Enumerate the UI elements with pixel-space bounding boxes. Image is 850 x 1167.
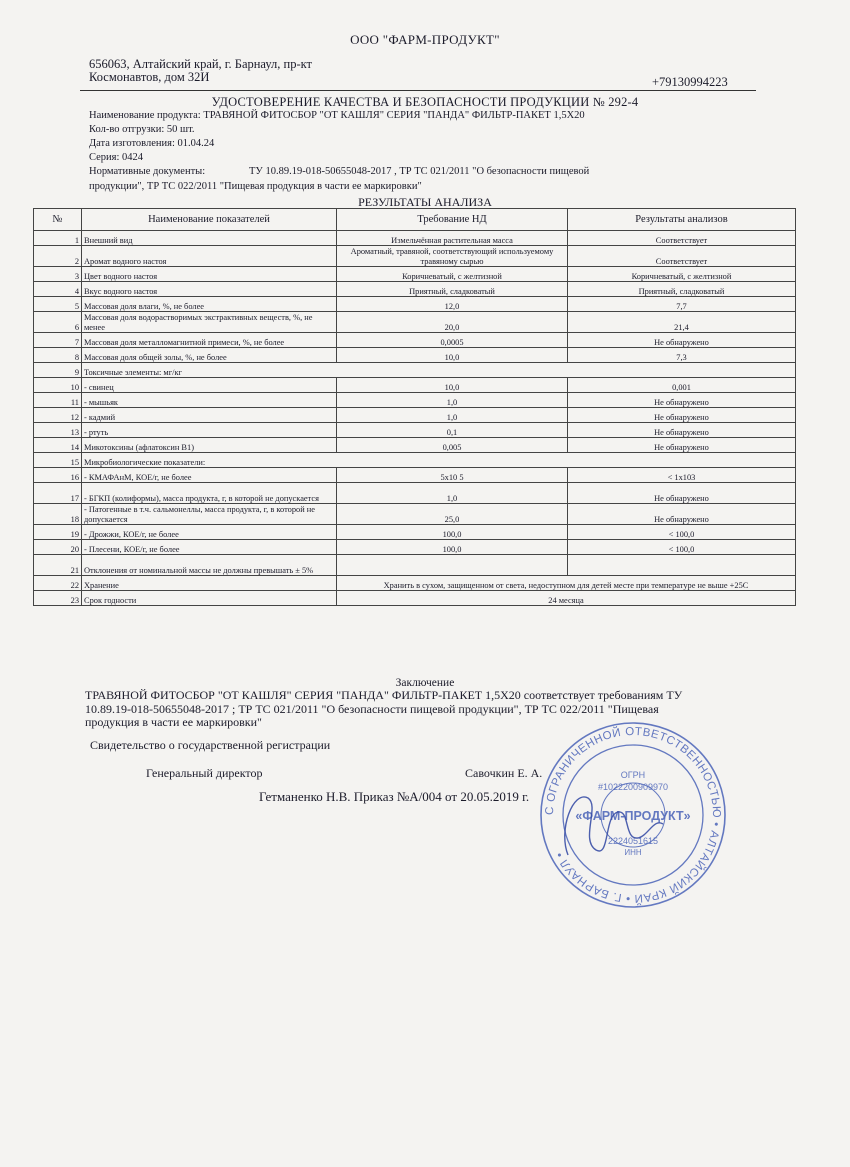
row-number: 14: [34, 438, 82, 453]
requirement-cell: 12,0: [337, 297, 568, 312]
result-cell: Не обнаружено: [568, 504, 796, 525]
results-table: [33, 208, 796, 606]
shipment-quantity: Кол-во отгрузки: 50 шт.: [89, 124, 195, 135]
table-row: [34, 483, 796, 504]
table-row: [34, 525, 796, 540]
result-cell: Соответствует: [568, 246, 796, 267]
row-number: 21: [34, 555, 82, 576]
result-cell: Не обнаружено: [568, 438, 796, 453]
requirement-cell: 100,0: [337, 525, 568, 540]
row-number: 7: [34, 333, 82, 348]
conclusion-title: Заключение: [395, 677, 455, 689]
normative-docs-continued: продукции", ТР ТС 022/2011 "Пищевая продукция в части ее маркировки": [89, 181, 422, 192]
indicator-cell: - Патогенные в т.ч. сальмонеллы, масса продукта, г, в которой не допускается: [82, 504, 337, 525]
signature-scribble: [565, 797, 663, 855]
result-cell: < 100,0: [568, 525, 796, 540]
result-cell: Не обнаружено: [568, 333, 796, 348]
table-row: [34, 504, 796, 525]
indicator-cell: Внешний вид: [82, 231, 337, 246]
seal-ring-text: С ОГРАНИЧЕННОЙ ОТВЕТСТВЕННОСТЬЮ • АЛТАЙСКИЙ КРАЙ • Г. БАРНАУЛ •: [543, 725, 723, 905]
requirement-cell: Хранить в сухом, защищенном от света, недоступном для детей месте при температуре не выше +25С: [337, 576, 796, 591]
row-number: 19: [34, 525, 82, 540]
row-number: 1: [34, 231, 82, 246]
table-body: [34, 231, 796, 606]
result-cell: Не обнаружено: [568, 423, 796, 438]
conclusion-text: ТРАВЯНОЙ ФИТОСБОР "ОТ КАШЛЯ" СЕРИЯ "ПАНДА" ФИЛЬТР-ПАКЕТ 1,5Х20 соответствует требованиям ТУ 10.89.19-018-50655048-2017 ; ТР ТС 021/2011 "О безопасности пищевой продукции", ТР ТС 022/2011 "Пищевая продукция в части ее маркировки": [85, 688, 683, 729]
registration-certificate: Свидетельство о государственной регистрации: [90, 738, 331, 752]
requirement-cell: 0,005: [337, 438, 568, 453]
requirement-cell: 10,0: [337, 378, 568, 393]
table-row: [34, 576, 796, 591]
table-row: [34, 468, 796, 483]
table-header-row: [34, 209, 796, 231]
col-header-result: Результаты анализов: [568, 209, 796, 231]
address-line-1: 656063, Алтайский край, г. Барнаул, пр-кт: [89, 57, 313, 71]
result-cell: [568, 555, 796, 576]
row-number: 17: [34, 483, 82, 504]
indicator-cell: Массовая доля водорастворимых экстрактивных веществ, %, не менее: [82, 312, 337, 333]
indicator-cell: - БГКП (колиформы), масса продукта, г, в которой не допускается: [82, 483, 337, 504]
indicator-cell: - КМАФАнМ, КОЕ/г, не более: [82, 468, 337, 483]
row-number: 15: [34, 453, 82, 468]
table-row: [34, 393, 796, 408]
result-cell: Коричневатый, с желтизной: [568, 267, 796, 282]
result-cell: Соответствует: [568, 231, 796, 246]
table-row: [34, 333, 796, 348]
table-row: [34, 363, 796, 378]
indicator-cell: Токсичные элементы: мг/кг: [82, 363, 796, 378]
certificate-title: УДОСТОВЕРЕНИЕ КАЧЕСТВА И БЕЗОПАСНОСТИ ПРОДУКЦИИ № 292-4: [211, 95, 639, 109]
indicator-cell: - Плесени, КОЕ/г, не более: [82, 540, 337, 555]
result-cell: Не обнаружено: [568, 393, 796, 408]
requirement-cell: 1,0: [337, 483, 568, 504]
table-row: [34, 246, 796, 267]
table-row: [34, 438, 796, 453]
requirement-cell: 24 месяца: [337, 591, 796, 606]
result-cell: 7,3: [568, 348, 796, 363]
indicator-cell: Вкус водного настоя: [82, 282, 337, 297]
seal-inn-label: ИНН: [624, 848, 642, 857]
table-row: [34, 348, 796, 363]
requirement-cell: 100,0: [337, 540, 568, 555]
normative-docs-label: Нормативные документы:: [89, 166, 206, 177]
address-line-2: Космонавтов, дом 32И: [89, 70, 210, 84]
result-cell: 7,7: [568, 297, 796, 312]
indicator-cell: Аромат водного настоя: [82, 246, 337, 267]
table-row: [34, 282, 796, 297]
table-row: [34, 540, 796, 555]
indicator-cell: Срок годности: [82, 591, 337, 606]
table-row: [34, 378, 796, 393]
company-name: ООО "ФАРМ-ПРОДУКТ": [350, 32, 500, 47]
director-name: Савочкин Е. А.: [465, 766, 543, 780]
indicator-cell: Массовая доля влаги, %, не более: [82, 297, 337, 312]
table-row: [34, 423, 796, 438]
row-number: 20: [34, 540, 82, 555]
indicator-cell: Микотоксины (афлатоксин В1): [82, 438, 337, 453]
seal-ogrn: #1022200909970: [597, 782, 669, 792]
table-row: [34, 267, 796, 282]
table-row: [34, 555, 796, 576]
row-number: 6: [34, 312, 82, 333]
requirement-cell: Коричневатый, с желтизной: [337, 267, 568, 282]
row-number: 9: [34, 363, 82, 378]
table-row: [34, 297, 796, 312]
result-cell: Не обнаружено: [568, 408, 796, 423]
row-number: 23: [34, 591, 82, 606]
result-cell: < 100,0: [568, 540, 796, 555]
row-number: 13: [34, 423, 82, 438]
row-number: 16: [34, 468, 82, 483]
results-title: РЕЗУЛЬТАТЫ АНАЛИЗА: [358, 195, 492, 209]
series-number: Серия: 0424: [89, 152, 144, 163]
indicator-cell: - мышьяк: [82, 393, 337, 408]
row-number: 4: [34, 282, 82, 297]
requirement-cell: 1,0: [337, 393, 568, 408]
seal-ogrn-label: ОГРН: [620, 770, 646, 780]
requirement-cell: 25,0: [337, 504, 568, 525]
col-header-indicator: Наименование показателей: [82, 209, 337, 231]
result-cell: 21,4: [568, 312, 796, 333]
col-header-requirement: Требование НД: [337, 209, 568, 231]
row-number: 3: [34, 267, 82, 282]
product-name: Наименование продукта: ТРАВЯНОЙ ФИТОСБОР "ОТ КАШЛЯ" СЕРИЯ "ПАНДА" ФИЛЬТР-ПАКЕТ 1,5Х20: [89, 110, 585, 121]
row-number: 18: [34, 504, 82, 525]
indicator-cell: Хранение: [82, 576, 337, 591]
table-row: [34, 453, 796, 468]
indicator-cell: Микробиологические показатели:: [82, 453, 796, 468]
normative-docs-text: ТУ 10.89.19-018-50655048-2017 , ТР ТС 021/2011 "О безопасности пищевой: [249, 166, 590, 177]
requirement-cell: Ароматный, травяной, соответствующий используемому травяному сырью: [337, 246, 568, 267]
manufacture-date: Дата изготовления: 01.04.24: [89, 138, 215, 149]
row-number: 11: [34, 393, 82, 408]
row-number: 2: [34, 246, 82, 267]
table-row: [34, 231, 796, 246]
result-cell: 0,001: [568, 378, 796, 393]
table-row: [34, 312, 796, 333]
indicator-cell: Массовая доля общей золы, %, не более: [82, 348, 337, 363]
requirement-cell: Измельчённая растительная масса: [337, 231, 568, 246]
row-number: 5: [34, 297, 82, 312]
indicator-cell: Цвет водного настоя: [82, 267, 337, 282]
signing-order: Гетманенко Н.В. Приказ №А/004 от 20.05.2019 г.: [259, 789, 530, 804]
requirement-cell: 0,0005: [337, 333, 568, 348]
indicator-cell: Отклонения от номинальной массы не должны превышать ± 5%: [82, 555, 337, 576]
indicator-cell: - Дрожжи, КОЕ/г, не более: [82, 525, 337, 540]
indicator-cell: - кадмий: [82, 408, 337, 423]
requirement-cell: 5х10 5: [337, 468, 568, 483]
row-number: 10: [34, 378, 82, 393]
table-row: [34, 591, 796, 606]
director-position: Генеральный директор: [146, 766, 263, 780]
requirement-cell: 1,0: [337, 408, 568, 423]
indicator-cell: - ртуть: [82, 423, 337, 438]
seal-inn: 2224051615: [607, 836, 659, 846]
seal-company-name: «ФАРМ-ПРОДУКТ»: [575, 809, 691, 823]
result-cell: < 1х103: [568, 468, 796, 483]
result-cell: Приятный, сладковатый: [568, 282, 796, 297]
row-number: 8: [34, 348, 82, 363]
result-cell: Не обнаружено: [568, 483, 796, 504]
table-row: [34, 408, 796, 423]
indicator-cell: Массовая доля металломагнитной примеси, %, не более: [82, 333, 337, 348]
indicator-cell: - свинец: [82, 378, 337, 393]
row-number: 12: [34, 408, 82, 423]
requirement-cell: 0,1: [337, 423, 568, 438]
requirement-cell: Приятный, сладковатый: [337, 282, 568, 297]
phone-number: +79130994223: [652, 75, 728, 89]
requirement-cell: 10,0: [337, 348, 568, 363]
requirement-cell: [337, 555, 568, 576]
row-number: 22: [34, 576, 82, 591]
header-divider: [80, 90, 756, 91]
requirement-cell: 20,0: [337, 312, 568, 333]
col-header-number: №: [34, 209, 82, 231]
company-seal: [538, 720, 728, 910]
